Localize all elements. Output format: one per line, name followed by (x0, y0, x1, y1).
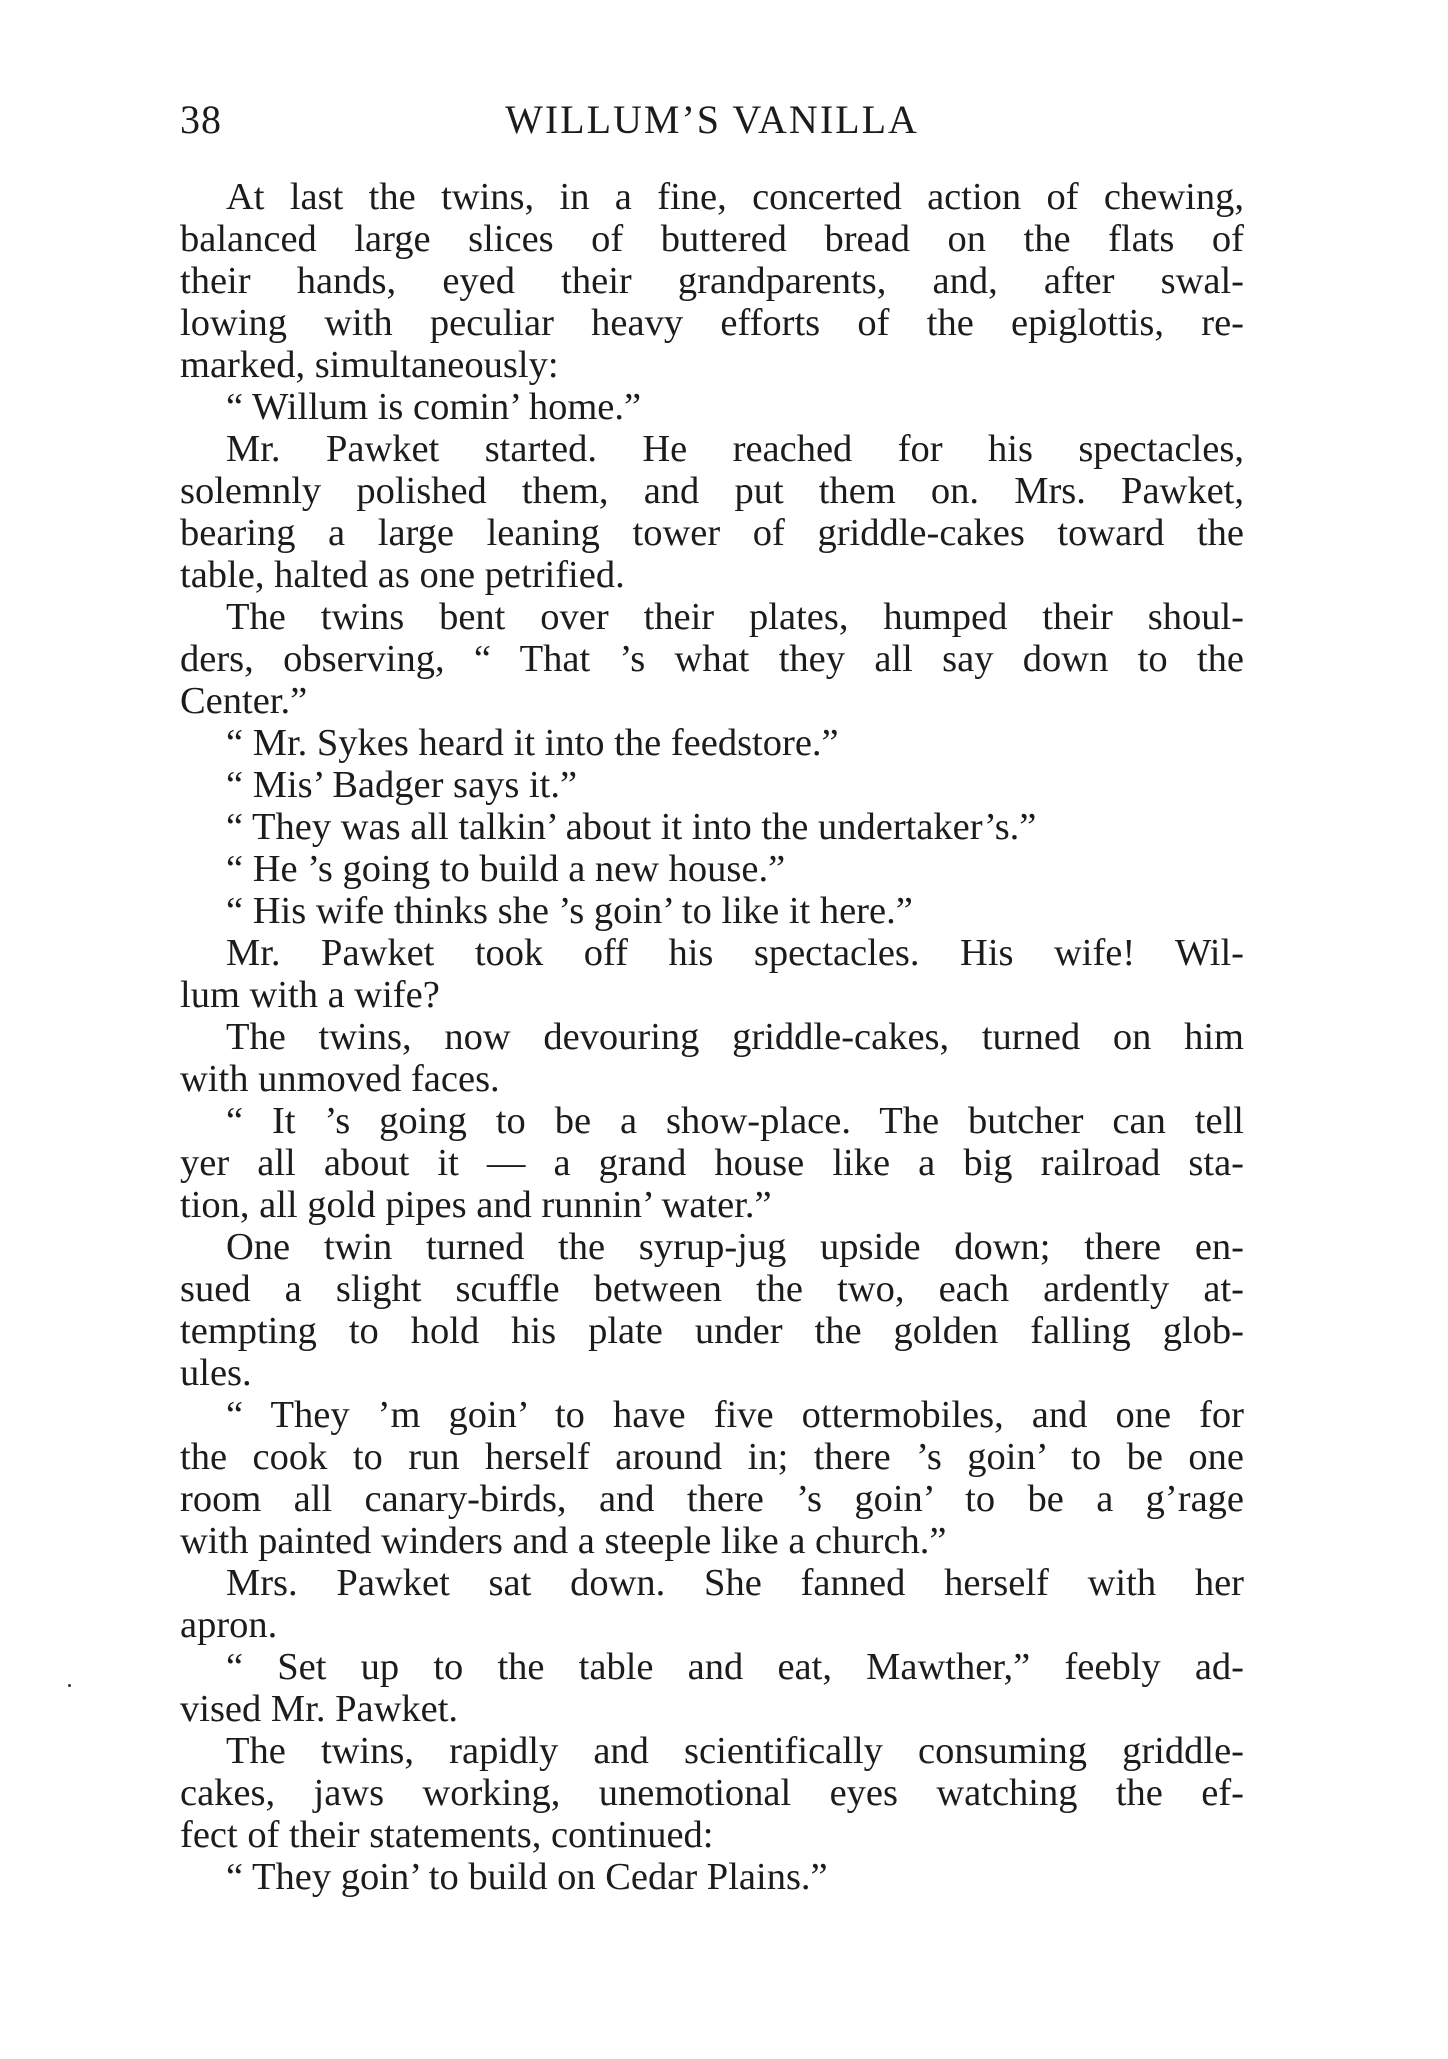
text-line: lowing with peculiar heavy efforts of the epiglottis, re- (180, 302, 1244, 344)
text-line: cakes, jaws working, unemotional eyes watching the ef- (180, 1772, 1244, 1814)
text-line: “ He ’s going to build a new house.” (226, 848, 786, 890)
text-line: tion, all gold pipes and runnin’ water.” (180, 1184, 772, 1226)
text-line: bearing a large leaning tower of griddle-cakes toward the (180, 512, 1244, 554)
text-line: their hands, eyed their grandparents, and, after swal- (180, 260, 1244, 302)
text-line: One twin turned the syrup-jug upside down; there en- (226, 1226, 1244, 1268)
text-line: “ It ’s going to be a show-place. The butcher can tell (226, 1100, 1244, 1142)
text-line: with unmoved faces. (180, 1058, 500, 1100)
text-line: “ They ’m goin’ to have five ottermobiles, and one for (226, 1394, 1244, 1436)
text-line: room all canary-birds, and there ’s goin’ to be a g’rage (180, 1478, 1244, 1520)
text-line: yer all about it — a grand house like a big railroad sta- (180, 1142, 1244, 1184)
text-line: Mr. Pawket took off his spectacles. His wife! Wil- (226, 932, 1244, 974)
text-line: fect of their statements, continued: (180, 1814, 714, 1856)
text-line: tempting to hold his plate under the golden falling glob- (180, 1310, 1244, 1352)
text-line: The twins, rapidly and scientifically consuming griddle- (226, 1730, 1244, 1772)
text-line: The twins, now devouring griddle-cakes, turned on him (226, 1016, 1244, 1058)
text-line: “ Set up to the table and eat, Mawther,” feebly ad- (226, 1646, 1244, 1688)
text-line: apron. (180, 1604, 278, 1646)
text-line: sued a slight scuffle between the two, each ardently at- (180, 1268, 1244, 1310)
ink-speck (68, 1684, 71, 1687)
text-line: At last the twins, in a fine, concerted action of chewing, (226, 176, 1244, 218)
text-line: “ They was all talkin’ about it into the undertaker’s.” (226, 806, 1037, 848)
text-line: Center.” (180, 680, 308, 722)
text-line: solemnly polished them, and put them on. Mrs. Pawket, (180, 470, 1244, 512)
text-line: balanced large slices of buttered bread on the flats of (180, 218, 1244, 260)
text-line: “ They goin’ to build on Cedar Plains.” (226, 1856, 828, 1898)
text-line: ules. (180, 1352, 252, 1394)
body-text (180, 176, 1244, 1898)
text-line: “ Mr. Sykes heard it into the feedstore.” (226, 722, 839, 764)
text-line: Mr. Pawket started. He reached for his spectacles, (226, 428, 1244, 470)
text-line: with painted winders and a steeple like a church.” (180, 1520, 947, 1562)
text-line: “ Mis’ Badger says it.” (226, 764, 578, 806)
text-line: Mrs. Pawket sat down. She fanned herself with her (226, 1562, 1244, 1604)
running-title: WILLUM’S VANILLA (505, 97, 919, 142)
text-line: ders, observing, “ That ’s what they all say down to the (180, 638, 1244, 680)
text-line: the cook to run herself around in; there ’s goin’ to be one (180, 1436, 1244, 1478)
text-line: lum with a wife? (180, 974, 440, 1016)
text-line: The twins bent over their plates, humped their shoul- (226, 596, 1244, 638)
text-line: “ His wife thinks she ’s goin’ to like it here.” (226, 890, 913, 932)
page-number: 38 (180, 97, 222, 142)
text-line: “ Willum is comin’ home.” (226, 386, 642, 428)
text-line: vised Mr. Pawket. (180, 1688, 459, 1730)
text-line: table, halted as one petrified. (180, 554, 625, 596)
text-line: marked, simultaneously: (180, 344, 559, 386)
